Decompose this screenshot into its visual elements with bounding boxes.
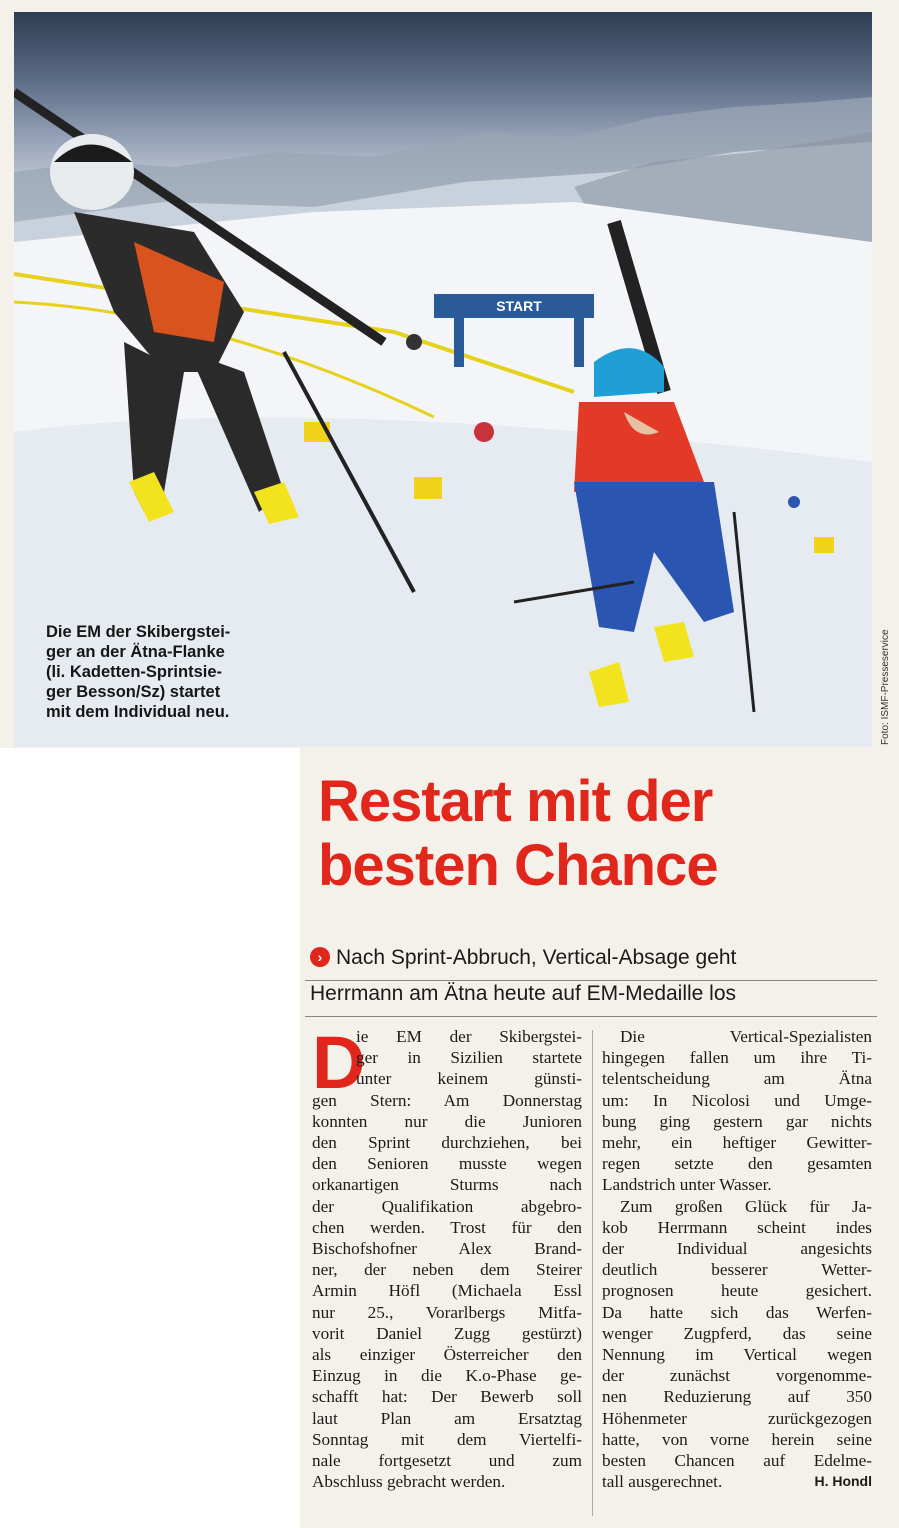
article-line: wenger Zugpferd, das seine [602,1323,872,1343]
article-line: der Individual angesichts [602,1239,872,1259]
drop-cap: D [312,1021,366,1104]
article-line: Abschluss gebracht werden. [312,1472,506,1492]
subhead-divider [305,1016,877,1017]
article-line: besten Chancen auf Edelme- [602,1451,872,1471]
article-line: ie EM der Skibergstei- [356,1027,582,1046]
caption-line: ger Besson/Sz) startet [46,683,221,701]
caption-line: ger an der Ätna-Flanke [46,643,225,661]
article-line: nen Reduzierung auf 350 [602,1387,872,1407]
article-last-line [602,1471,872,1492]
article-line: orkanartigen Sturms nach [312,1175,582,1195]
article-line: chen werden. Trost für den [312,1217,582,1237]
article-line: vorit Daniel Zugg gestürzt) [312,1323,582,1343]
subhead-divider [305,980,877,981]
article-line: ger in Sizilien startete [356,1048,582,1068]
article-line: den Sprint durchziehen, bei [312,1133,582,1153]
article-line: den Senioren musste wegen [312,1154,582,1174]
article-line: um: In Nicolosi und Umge- [602,1090,872,1110]
caption-line: Die EM der Skibergstei- [46,623,231,641]
article-column-right [602,1026,872,1492]
article-line: unter keinem günsti- [356,1069,582,1089]
article-line: Bischofshofner Alex Brand- [312,1239,582,1259]
author-byline: H. Hondl [814,1473,872,1490]
article-line: konnten nur die Junioren [312,1111,582,1131]
article-line: Sonntag mit dem Viertelfi- [312,1429,582,1449]
subhead-line-2: Herrmann am Ätna heute auf EM-Medaille los [310,982,737,1005]
article-line: nale fortgesetzt und zum [312,1451,582,1471]
subhead-line-1 [310,940,880,976]
article-line: telentscheidung am Ätna [602,1069,872,1089]
article-line: gen Stern: Am Donnerstag [312,1090,582,1110]
article-line: Zum großen Glück für Ja- [620,1196,872,1216]
article-line: ner, der neben dem Steirer [312,1260,582,1280]
article-column-left [312,1021,582,1492]
article-line: der Qualifikation abgebro- [312,1196,582,1216]
article-line: regen setzte den gesamten [602,1154,872,1174]
article-line: nur 25., Vorarlbergs Mitfa- [312,1302,582,1322]
photo-credit: Foto: ISMF-Presseservice [880,629,891,745]
headline [318,770,878,898]
article-line: Höhenmeter zurückgezogen [602,1408,872,1428]
article-line: bung ging gestern gar nichts [602,1111,872,1131]
headline-line-2: besten Chance [318,833,718,898]
article-line: der zunächst vorgenomme- [602,1366,872,1386]
article-line: Einzug in die K.o-Phase ge- [312,1366,582,1386]
article-line: als einziger Österreicher den [312,1345,582,1365]
article-line: prognosen heute gesichert. [602,1281,872,1301]
article-line: mehr, ein heftiger Gewitter- [602,1133,872,1153]
headline-line-1: Restart mit der [318,769,713,834]
article-line: laut Plan am Ersatztag [312,1408,582,1428]
article-line: Da hatte sich das Werfen- [602,1302,872,1322]
article-line: deutlich besserer Wetter- [602,1260,872,1280]
svg-text:START: START [496,298,542,314]
bullet-arrow-icon: › [310,947,330,967]
page-blank-area [0,748,300,1528]
article-line: schafft hat: Der Bewerb soll [312,1387,582,1407]
article-line: hatte, von vorne herein seine [602,1429,872,1449]
photo-caption [46,622,296,722]
article-line: Armin Höfl (Michaela Essl [312,1281,582,1301]
article-line: hingegen fallen um ihre Ti- [602,1048,872,1068]
article-line: tall ausgerechnet. [602,1472,723,1492]
caption-line: (li. Kadetten-Sprintsie- [46,663,223,681]
subheadline [310,940,880,1012]
caption-line: mit dem Individual neu. [46,703,230,721]
article-photo [14,12,872,747]
article-line: Landstrich unter Wasser. [602,1175,772,1195]
column-divider [592,1030,593,1516]
subhead-text-1: Nach Sprint-Abbruch, Vertical-Absage geht [336,946,737,969]
article-line: Die Vertical-Spezialisten [620,1027,872,1046]
article-line: Nennung im Vertical wegen [602,1345,872,1365]
article-line: kob Herrmann scheint indes [602,1217,872,1237]
